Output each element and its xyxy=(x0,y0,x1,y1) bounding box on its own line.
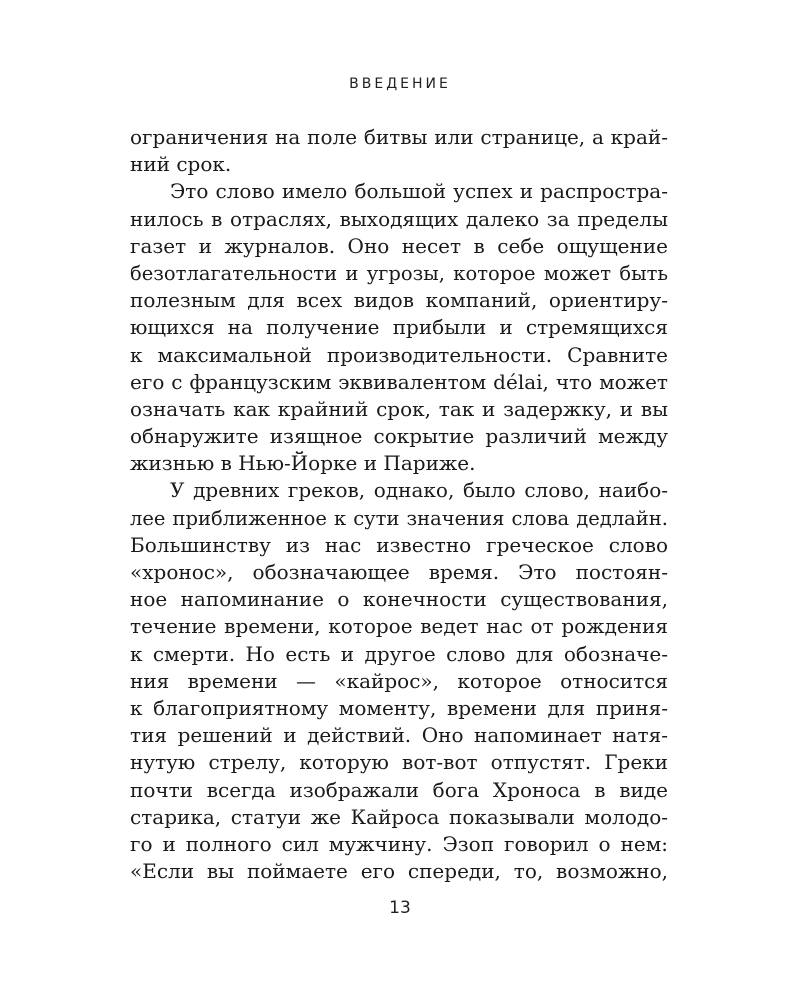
text-line: ное напоминание о конечности существования, xyxy=(130,587,668,612)
text-line: Это слово имело большой успех и распростра- xyxy=(170,179,668,204)
text-line: ний срок. xyxy=(130,152,232,177)
running-head: ВВЕДЕНИЕ xyxy=(349,76,451,92)
text-line: жизнью в Нью-Йорке и Париже. xyxy=(130,451,476,476)
text-line: ния времени — «кайрос», которое относится xyxy=(130,668,668,693)
page-number: 13 xyxy=(389,898,411,918)
text-line: У древних греков, однако, было слово, наибо- xyxy=(170,478,668,503)
text-line: «хронос», обозначающее время. Это постоян- xyxy=(130,560,668,584)
text-line: к смерти. Но есть и другое слово для обозначе- xyxy=(130,641,668,666)
text-line: почти всегда изображали бога Хроноса в виде xyxy=(130,777,668,802)
text-line: полезным для всех видов компаний, ориентиру- xyxy=(130,288,668,313)
text-line: газет и журналов. Оно несет в себе ощущение xyxy=(130,233,668,258)
text-line: старика, статуи же Кайроса показывали молодо- xyxy=(130,804,668,829)
text-line: тия решений и действий. Оно напоминает натя- xyxy=(130,723,668,748)
body-text xyxy=(130,124,668,885)
text-line: означать как крайний срок, так и задержку, и вы xyxy=(130,396,668,421)
text-line: безотлагательности и угрозы, которое может быть xyxy=(130,261,668,285)
text-line: Большинству из нас известно греческое слово xyxy=(130,532,668,557)
text-line: его с французским эквивалентом délai, что может xyxy=(130,369,668,394)
text-line: к максимальной производительности. Сравните xyxy=(130,342,668,367)
text-line: к благоприятному моменту, времени для приня- xyxy=(130,695,668,720)
text-line: обнаружите изящное сокрытие различий между xyxy=(130,424,668,449)
text-line: ющихся на получение прибыли и стремящихся xyxy=(130,315,668,340)
text-line: го и полного сил мужчину. Эзоп говорил о нем: xyxy=(130,831,668,856)
text-line: нилось в отраслях, выходящих далеко за пределы xyxy=(130,206,668,231)
text-line: лее приближенное к сути значения слова дедлайн. xyxy=(130,506,668,530)
text-line: нутую стрелу, которую вот-вот отпустят. Греки xyxy=(130,750,668,775)
text-line: течение времени, которое ведет нас от рождения xyxy=(130,614,668,639)
text-line: ограничения на поле битвы или странице, а край- xyxy=(130,125,668,149)
text-line: «Если вы поймаете его спереди, то, возможно, xyxy=(130,859,668,884)
